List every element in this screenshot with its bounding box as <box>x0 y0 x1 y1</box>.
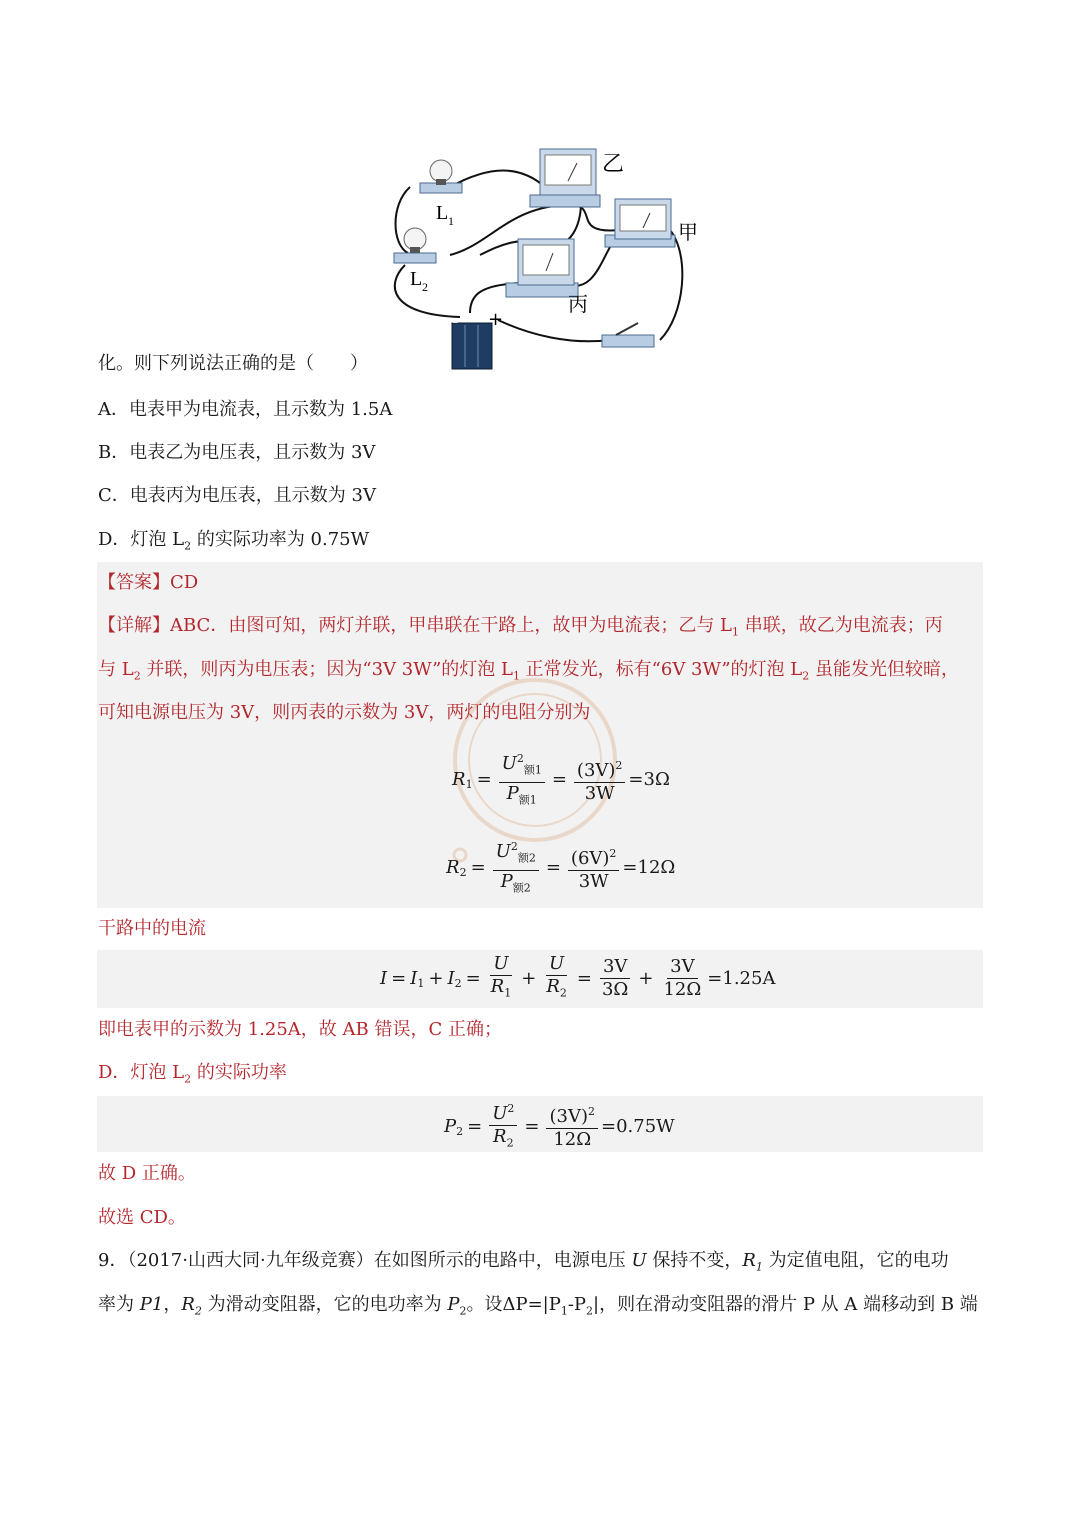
option-b: B．电表乙为电压表，且示数为 3V <box>98 442 376 463</box>
next-question-line-2: 率为 P1，$R_2$ 为滑动变阻器，它的电功率为 $P_2$。设$\Delta P=|P_1-P_2|$，则在滑动变阻器的滑片 P 从 A 端移动到 B 端 <box>98 1294 978 1318</box>
question-stem: 化。则下列说法正确的是（ ） <box>98 353 368 374</box>
detail-line-3: 可知电源电压为 3V，则丙表的示数为 3V，两灯的电阻分别为 <box>98 702 591 723</box>
label-l2-sub: 2 <box>422 280 428 294</box>
d-power-label: D．灯泡 $L_2$ 的实际功率 <box>98 1062 287 1086</box>
label-yi: 乙 <box>602 152 625 177</box>
meter-yi-icon <box>530 149 600 207</box>
label-l1-sub: 1 <box>448 214 454 228</box>
next-question-line-1: 9．（2017·山西大同·九年级竞赛）在如图所示的电路中，电源电压 U 保持不变，$R_1$ 为定值电阻，它的电功 <box>98 1250 949 1274</box>
trunk-current-label: 干路中的电流 <box>98 918 206 939</box>
answer-line: 【答案】CD <box>98 572 199 593</box>
detail-line-2: 与 $L_2$ 并联，则丙为电压表；因为“3V 3W”的灯泡 $L_1$ 正常发光，标有“6V 3W”的灯泡 $L_2$ 虽能发光但较暗， <box>98 659 959 683</box>
label-bing: 丙 <box>568 292 588 316</box>
choose-line: 故选 CD。 <box>98 1207 186 1228</box>
option-d: D．灯泡 $L_2$ 的实际功率为 0.75W <box>98 529 370 553</box>
equation-power: P 2 = $\frac{U^2}{R_2}$ = $\frac{(3V)^2}{12\Omega}$ =0.75W <box>444 1098 675 1155</box>
label-minus: - <box>452 311 459 332</box>
equation-r1: R 1 = $\frac{U^2_{额1}}{P_{额1}}$ = $\frac{(3V)^2}{3W}$ =3Ω <box>452 748 670 811</box>
d-correct: 故 D 正确。 <box>98 1163 196 1184</box>
label-l2: L <box>410 268 423 290</box>
jia-reading: 即电表甲的示数为 1.25A，故 AB 错误，C 正确； <box>98 1019 502 1040</box>
circuit-diagram <box>370 135 730 375</box>
bulb-l1-icon <box>420 160 462 193</box>
label-jia: 甲 <box>678 220 698 244</box>
switch-icon <box>602 323 654 347</box>
option-c: C．电表丙为电压表，且示数为 3V <box>98 485 376 506</box>
equation-r2: R 2 = $\frac{U^2_{额2}}{P_{额2}}$ = $\frac{(6V)^2}{3W}$ =12Ω <box>446 836 675 899</box>
meter-jia-icon <box>605 199 675 247</box>
label-plus: + <box>488 309 504 330</box>
option-a: A．电表甲为电流表，且示数为 1.5A <box>98 399 393 420</box>
equation-current: I = I 1 + I 2 = $\frac{U}{R_1}$ + $\frac{U}{R_2}$ = $\frac{3V}{3\Omega}$ + $\frac{3V}{12\Omega}$ =1.25A <box>380 953 776 1001</box>
label-l1: L <box>436 202 449 224</box>
detail-line-1: 【详解】ABC．由图可知，两灯并联，甲串联在干路上，故甲为电流表；乙与 $L_1$ 串联，故乙为电流表；丙 <box>98 615 943 639</box>
meter-bing-icon <box>506 239 578 297</box>
